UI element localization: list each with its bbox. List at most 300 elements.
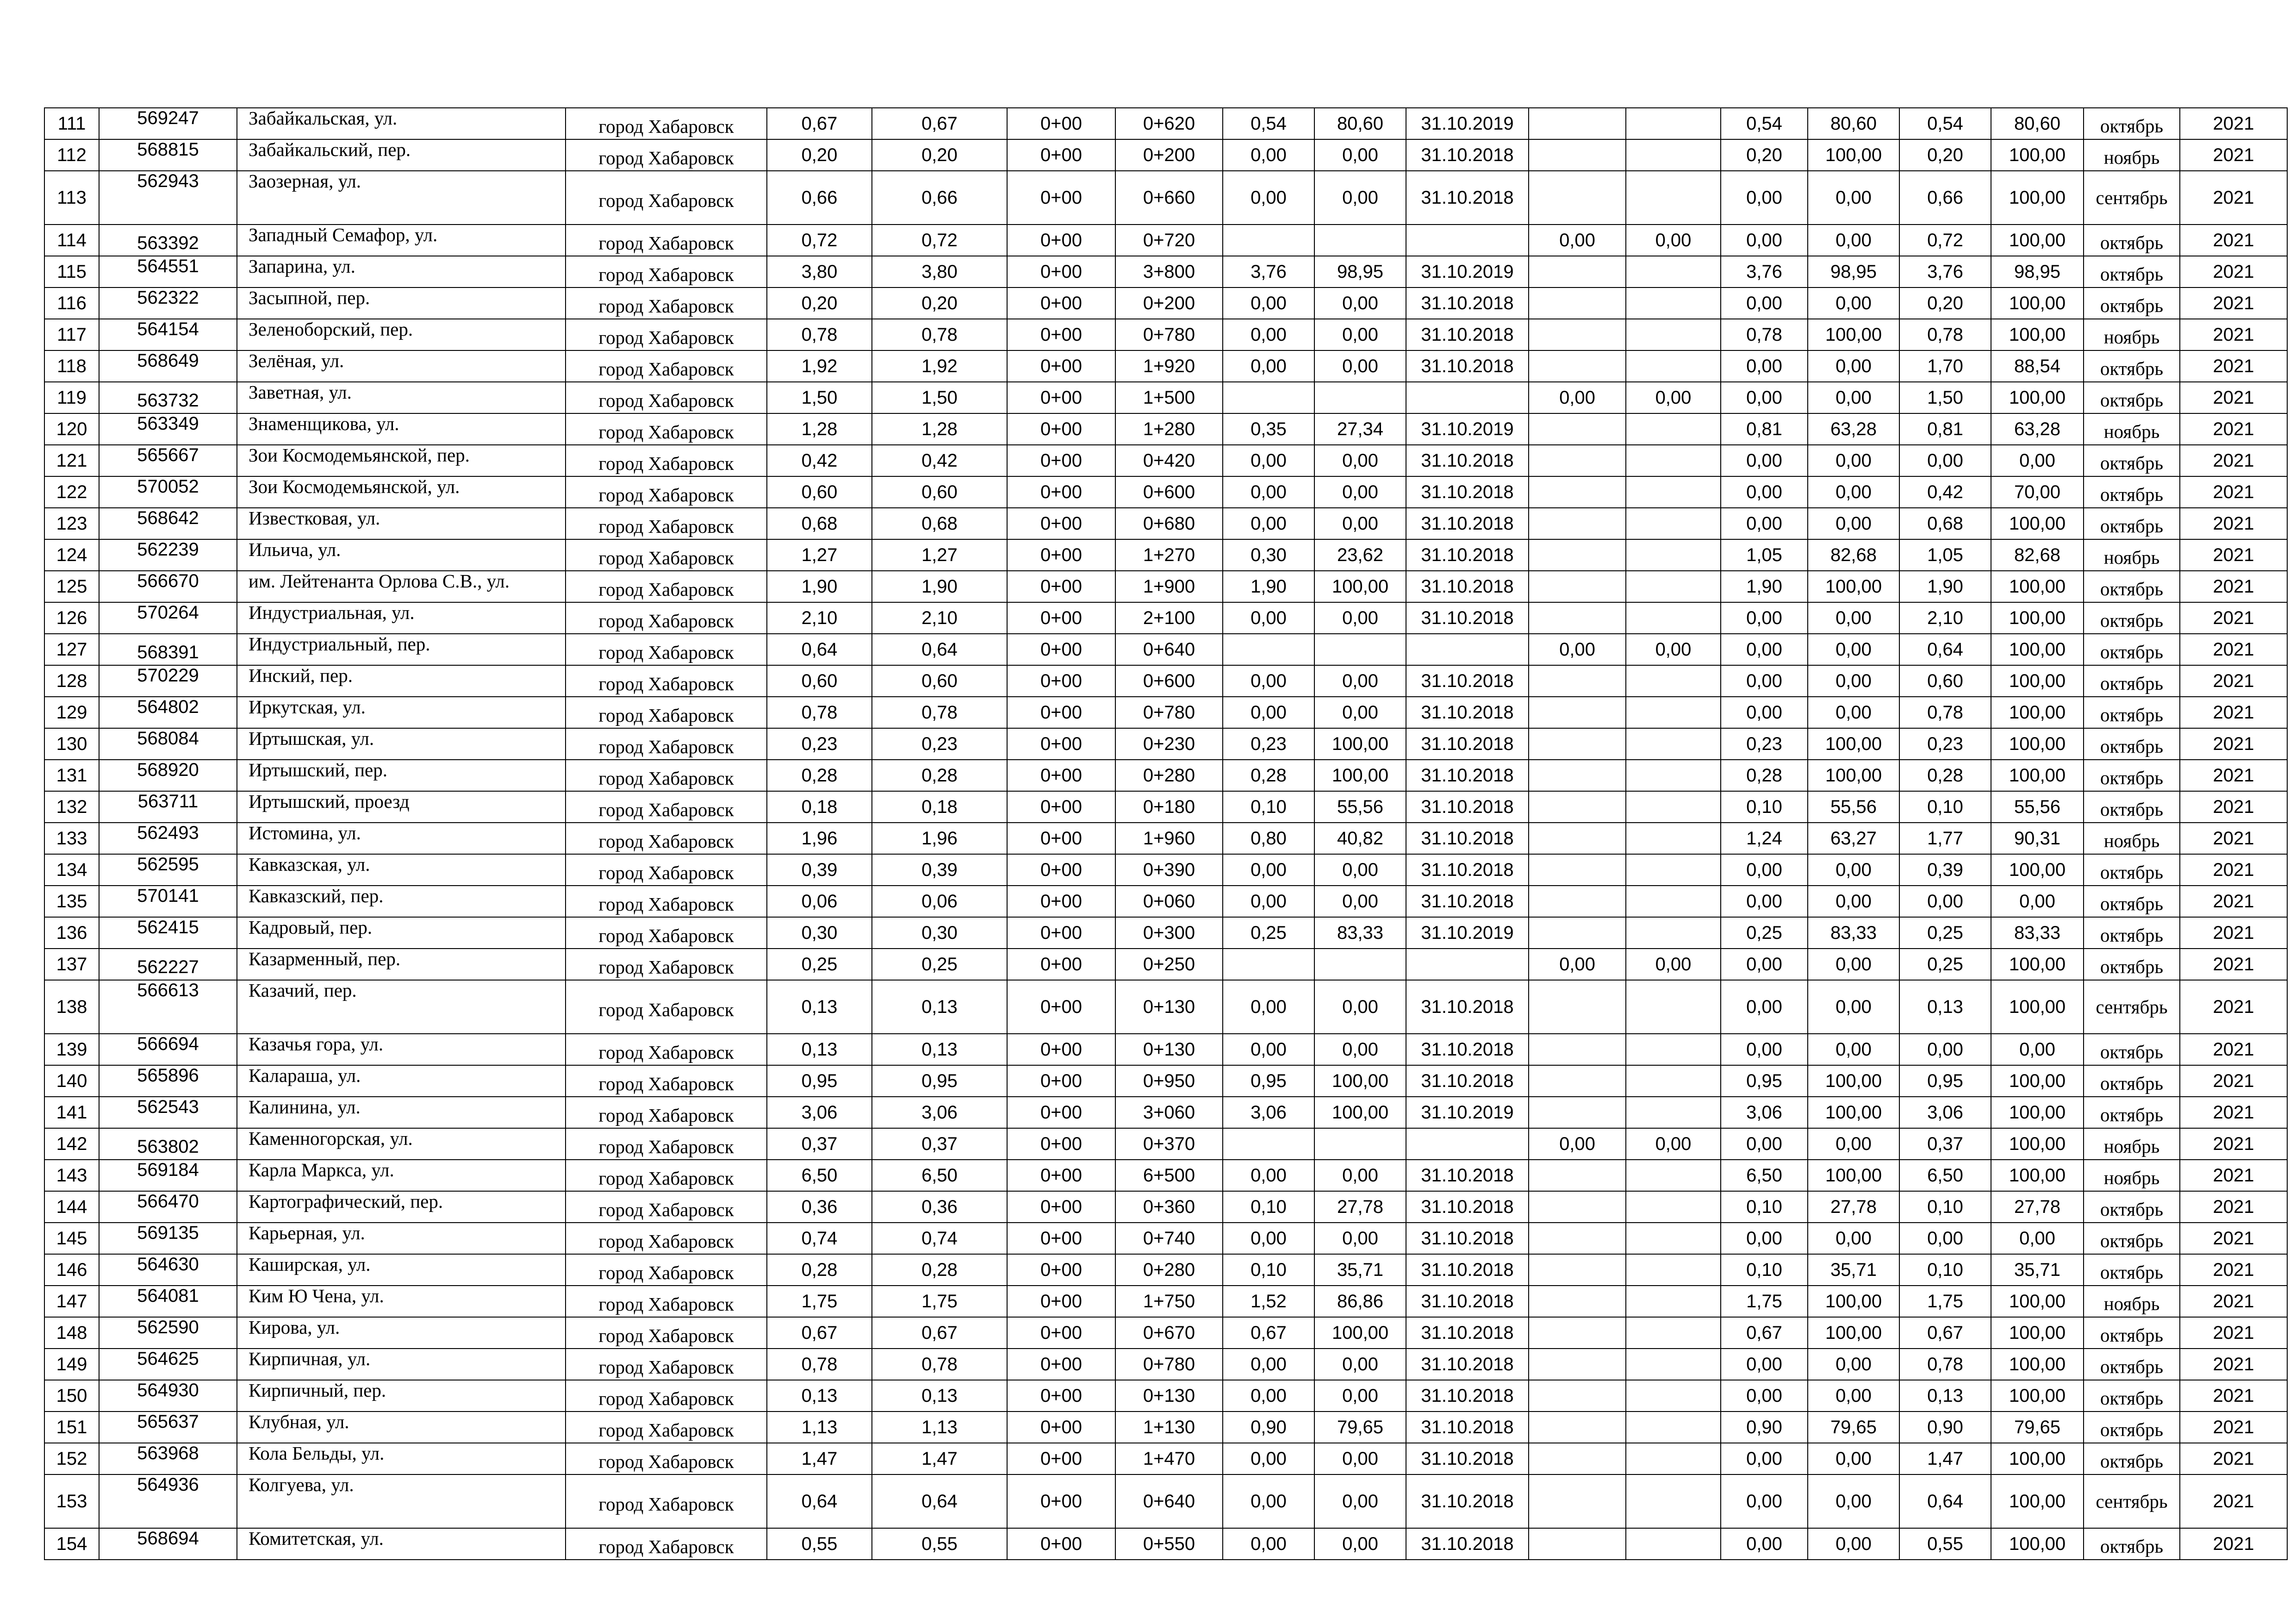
city-name: город Хабаровск (566, 760, 767, 791)
road-id: 569247 (99, 108, 237, 139)
km-end: 0+780 (1115, 697, 1223, 728)
length-total: 0,37 (767, 1128, 872, 1160)
length-normative: 1,47 (1899, 1443, 1991, 1474)
percent-planned (1626, 760, 1721, 791)
km-end: 0+720 (1115, 225, 1223, 256)
street-name: Колгуева, ул. (237, 1474, 566, 1528)
row-number: 124 (44, 539, 99, 571)
inspection-year: 2021 (2180, 171, 2287, 225)
percent-planned (1626, 139, 1721, 171)
table-row (44, 665, 2287, 697)
table-row (44, 760, 2287, 791)
percent-diagnosed: 100,00 (1808, 728, 1899, 760)
inspection-month: октябрь (2084, 382, 2180, 413)
inspection-month: ноябрь (2084, 1286, 2180, 1317)
percent-repaired: 100,00 (1314, 728, 1406, 760)
length-planned (1529, 171, 1626, 225)
length-normative: 0,10 (1899, 1254, 1991, 1286)
length-diagnosed: 0,90 (1721, 1412, 1808, 1443)
city-name: город Хабаровск (566, 1474, 767, 1528)
street-name: Ким Ю Чена, ул. (237, 1286, 566, 1317)
percent-normative: 27,78 (1991, 1191, 2084, 1223)
percent-normative: 100,00 (1991, 760, 2084, 791)
table-row (44, 476, 2287, 508)
length-diagnosed: 0,00 (1721, 602, 1808, 634)
percent-diagnosed: 82,68 (1808, 539, 1899, 571)
percent-diagnosed: 0,00 (1808, 949, 1899, 980)
city-name: город Хабаровск (566, 634, 767, 665)
length-total: 1,28 (767, 413, 872, 445)
length-accepted: 0,20 (872, 287, 1007, 319)
length-diagnosed: 0,10 (1721, 1191, 1808, 1223)
length-total: 2,10 (767, 602, 872, 634)
percent-repaired: 100,00 (1314, 1317, 1406, 1349)
road-id: 565667 (99, 445, 237, 476)
repair-date: 31.10.2018 (1406, 539, 1529, 571)
row-number: 131 (44, 760, 99, 791)
row-number: 152 (44, 1443, 99, 1474)
inspection-month: октябрь (2084, 791, 2180, 823)
percent-normative: 100,00 (1991, 1349, 2084, 1380)
inspection-year: 2021 (2180, 602, 2287, 634)
length-repaired: 0,00 (1223, 1223, 1314, 1254)
km-start: 0+00 (1007, 287, 1115, 319)
city-name: город Хабаровск (566, 571, 767, 602)
inspection-year: 2021 (2180, 886, 2287, 917)
percent-repaired: 100,00 (1314, 760, 1406, 791)
percent-repaired: 40,82 (1314, 823, 1406, 854)
road-id: 568815 (99, 139, 237, 171)
percent-normative: 100,00 (1991, 665, 2084, 697)
percent-normative: 80,60 (1991, 108, 2084, 139)
length-diagnosed: 0,00 (1721, 1380, 1808, 1412)
length-normative: 0,78 (1899, 319, 1991, 350)
km-start: 0+00 (1007, 1128, 1115, 1160)
length-total: 0,28 (767, 760, 872, 791)
km-end: 0+620 (1115, 108, 1223, 139)
length-normative: 1,90 (1899, 571, 1991, 602)
percent-repaired: 0,00 (1314, 697, 1406, 728)
percent-repaired: 0,00 (1314, 171, 1406, 225)
km-end: 0+640 (1115, 1474, 1223, 1528)
percent-planned (1626, 1223, 1721, 1254)
length-total: 0,06 (767, 886, 872, 917)
inspection-year: 2021 (2180, 1474, 2287, 1528)
inspection-month: октябрь (2084, 508, 2180, 539)
row-number: 119 (44, 382, 99, 413)
row-number: 146 (44, 1254, 99, 1286)
table-row (44, 171, 2287, 225)
percent-normative: 98,95 (1991, 256, 2084, 287)
km-start: 0+00 (1007, 980, 1115, 1034)
table-row (44, 823, 2287, 854)
table-row (44, 350, 2287, 382)
length-total: 0,23 (767, 728, 872, 760)
length-planned (1529, 1317, 1626, 1349)
table-row (44, 382, 2287, 413)
inspection-month: октябрь (2084, 1097, 2180, 1128)
length-planned: 0,00 (1529, 634, 1626, 665)
km-end: 0+130 (1115, 1380, 1223, 1412)
length-accepted: 0,25 (872, 949, 1007, 980)
km-start: 0+00 (1007, 1160, 1115, 1191)
inspection-month: октябрь (2084, 571, 2180, 602)
length-normative: 1,05 (1899, 539, 1991, 571)
inspection-year: 2021 (2180, 1034, 2287, 1065)
length-repaired: 0,25 (1223, 917, 1314, 949)
percent-repaired: 86,86 (1314, 1286, 1406, 1317)
length-repaired: 0,00 (1223, 350, 1314, 382)
percent-planned (1626, 319, 1721, 350)
city-name: город Хабаровск (566, 791, 767, 823)
length-normative: 6,50 (1899, 1160, 1991, 1191)
table-row (44, 949, 2287, 980)
repair-date: 31.10.2018 (1406, 1349, 1529, 1380)
city-name: город Хабаровск (566, 1097, 767, 1128)
inspection-year: 2021 (2180, 319, 2287, 350)
repair-date: 31.10.2019 (1406, 108, 1529, 139)
inspection-year: 2021 (2180, 413, 2287, 445)
length-planned (1529, 1286, 1626, 1317)
length-repaired (1223, 1128, 1314, 1160)
length-total: 0,13 (767, 1380, 872, 1412)
length-planned: 0,00 (1529, 225, 1626, 256)
length-repaired: 0,00 (1223, 886, 1314, 917)
km-start: 0+00 (1007, 1097, 1115, 1128)
percent-normative: 90,31 (1991, 823, 2084, 854)
km-end: 0+300 (1115, 917, 1223, 949)
repair-date: 31.10.2018 (1406, 1191, 1529, 1223)
row-number: 142 (44, 1128, 99, 1160)
length-diagnosed: 0,00 (1721, 1349, 1808, 1380)
length-normative: 0,00 (1899, 1223, 1991, 1254)
percent-diagnosed: 100,00 (1808, 1317, 1899, 1349)
percent-diagnosed: 100,00 (1808, 1097, 1899, 1128)
length-diagnosed: 0,00 (1721, 697, 1808, 728)
length-normative: 0,78 (1899, 1349, 1991, 1380)
length-planned (1529, 886, 1626, 917)
length-diagnosed: 0,00 (1721, 1128, 1808, 1160)
percent-repaired (1314, 634, 1406, 665)
table-row (44, 1317, 2287, 1349)
length-repaired: 0,00 (1223, 1380, 1314, 1412)
inspection-year: 2021 (2180, 1191, 2287, 1223)
percent-repaired: 0,00 (1314, 1443, 1406, 1474)
percent-normative: 100,00 (1991, 1065, 2084, 1097)
km-end: 0+280 (1115, 1254, 1223, 1286)
row-number: 126 (44, 602, 99, 634)
km-start: 0+00 (1007, 1254, 1115, 1286)
city-name: город Хабаровск (566, 108, 767, 139)
inspection-year: 2021 (2180, 980, 2287, 1034)
km-start: 0+00 (1007, 1223, 1115, 1254)
table-row (44, 108, 2287, 139)
repair-date: 31.10.2019 (1406, 1097, 1529, 1128)
street-name: Комитетская, ул. (237, 1528, 566, 1560)
street-name: Засыпной, пер. (237, 287, 566, 319)
table-row (44, 1286, 2287, 1317)
road-id: 564802 (99, 697, 237, 728)
row-number: 116 (44, 287, 99, 319)
inspection-year: 2021 (2180, 1097, 2287, 1128)
percent-diagnosed: 100,00 (1808, 571, 1899, 602)
table-row (44, 1380, 2287, 1412)
row-number: 113 (44, 171, 99, 225)
length-normative: 0,95 (1899, 1065, 1991, 1097)
inspection-month: октябрь (2084, 1065, 2180, 1097)
road-id: 562595 (99, 854, 237, 886)
length-planned (1529, 728, 1626, 760)
road-id: 564936 (99, 1474, 237, 1528)
repair-date: 31.10.2018 (1406, 1443, 1529, 1474)
inspection-month: октябрь (2084, 854, 2180, 886)
inspection-month: сентябрь (2084, 171, 2180, 225)
inspection-year: 2021 (2180, 854, 2287, 886)
percent-planned: 0,00 (1626, 634, 1721, 665)
length-total: 0,95 (767, 1065, 872, 1097)
length-total: 0,13 (767, 1034, 872, 1065)
percent-normative: 0,00 (1991, 445, 2084, 476)
km-start: 0+00 (1007, 602, 1115, 634)
road-id: 562239 (99, 539, 237, 571)
km-start: 0+00 (1007, 108, 1115, 139)
percent-repaired: 55,56 (1314, 791, 1406, 823)
repair-date (1406, 382, 1529, 413)
city-name: город Хабаровск (566, 854, 767, 886)
length-accepted: 1,47 (872, 1443, 1007, 1474)
road-id: 568694 (99, 1528, 237, 1560)
roads-table (44, 107, 2288, 1560)
length-repaired: 0,00 (1223, 665, 1314, 697)
length-planned (1529, 1412, 1626, 1443)
length-repaired: 0,00 (1223, 980, 1314, 1034)
km-end: 1+920 (1115, 350, 1223, 382)
row-number: 125 (44, 571, 99, 602)
road-id: 562590 (99, 1317, 237, 1349)
table-row (44, 1065, 2287, 1097)
inspection-month: ноябрь (2084, 539, 2180, 571)
percent-diagnosed: 0,00 (1808, 476, 1899, 508)
street-name: Забайкальская, ул. (237, 108, 566, 139)
length-repaired (1223, 949, 1314, 980)
repair-date: 31.10.2019 (1406, 413, 1529, 445)
length-diagnosed: 3,06 (1721, 1097, 1808, 1128)
repair-date: 31.10.2018 (1406, 1528, 1529, 1560)
inspection-year: 2021 (2180, 1128, 2287, 1160)
city-name: город Хабаровск (566, 1380, 767, 1412)
row-number: 132 (44, 791, 99, 823)
road-id: 562543 (99, 1097, 237, 1128)
table-row (44, 917, 2287, 949)
km-start: 0+00 (1007, 697, 1115, 728)
percent-repaired: 0,00 (1314, 476, 1406, 508)
percent-planned (1626, 1317, 1721, 1349)
repair-date: 31.10.2018 (1406, 791, 1529, 823)
length-normative: 0,64 (1899, 1474, 1991, 1528)
percent-repaired: 0,00 (1314, 854, 1406, 886)
length-planned (1529, 980, 1626, 1034)
km-start: 0+00 (1007, 1443, 1115, 1474)
length-normative: 1,50 (1899, 382, 1991, 413)
inspection-month: октябрь (2084, 1528, 2180, 1560)
city-name: город Хабаровск (566, 1223, 767, 1254)
length-normative: 0,20 (1899, 287, 1991, 319)
percent-normative: 100,00 (1991, 171, 2084, 225)
road-id: 564625 (99, 1349, 237, 1380)
inspection-year: 2021 (2180, 1160, 2287, 1191)
km-end: 0+280 (1115, 760, 1223, 791)
inspection-year: 2021 (2180, 949, 2287, 980)
inspection-year: 2021 (2180, 225, 2287, 256)
percent-diagnosed: 0,00 (1808, 1223, 1899, 1254)
length-accepted: 0,95 (872, 1065, 1007, 1097)
length-planned (1529, 791, 1626, 823)
street-name: Клубная, ул. (237, 1412, 566, 1443)
km-start: 0+00 (1007, 571, 1115, 602)
percent-planned (1626, 256, 1721, 287)
length-repaired: 0,00 (1223, 1474, 1314, 1528)
km-end: 1+500 (1115, 382, 1223, 413)
road-id: 566694 (99, 1034, 237, 1065)
km-end: 1+900 (1115, 571, 1223, 602)
street-name: Кавказский, пер. (237, 886, 566, 917)
inspection-year: 2021 (2180, 476, 2287, 508)
length-total: 0,18 (767, 791, 872, 823)
length-planned (1529, 508, 1626, 539)
length-diagnosed: 0,00 (1721, 171, 1808, 225)
percent-repaired: 0,00 (1314, 886, 1406, 917)
percent-diagnosed: 0,00 (1808, 854, 1899, 886)
length-accepted: 0,42 (872, 445, 1007, 476)
percent-diagnosed: 0,00 (1808, 634, 1899, 665)
length-accepted: 1,75 (872, 1286, 1007, 1317)
km-end: 0+200 (1115, 287, 1223, 319)
percent-planned (1626, 539, 1721, 571)
percent-repaired: 100,00 (1314, 571, 1406, 602)
length-total: 0,68 (767, 508, 872, 539)
length-planned (1529, 108, 1626, 139)
percent-normative: 100,00 (1991, 319, 2084, 350)
street-name: Казарменный, пер. (237, 949, 566, 980)
percent-planned (1626, 1160, 1721, 1191)
road-id: 563802 (99, 1128, 237, 1160)
length-diagnosed: 0,00 (1721, 1223, 1808, 1254)
inspection-month: октябрь (2084, 949, 2180, 980)
repair-date: 31.10.2018 (1406, 854, 1529, 886)
street-name: Западный Семафор, ул. (237, 225, 566, 256)
length-accepted: 0,06 (872, 886, 1007, 917)
km-start: 0+00 (1007, 413, 1115, 445)
length-normative: 0,10 (1899, 791, 1991, 823)
road-id: 563349 (99, 413, 237, 445)
road-id: 562322 (99, 287, 237, 319)
length-normative: 0,90 (1899, 1412, 1991, 1443)
repair-date: 31.10.2018 (1406, 476, 1529, 508)
percent-planned (1626, 1474, 1721, 1528)
repair-date: 31.10.2018 (1406, 886, 1529, 917)
row-number: 117 (44, 319, 99, 350)
street-name: Кавказская, ул. (237, 854, 566, 886)
row-number: 135 (44, 886, 99, 917)
length-total: 0,13 (767, 980, 872, 1034)
length-diagnosed: 0,00 (1721, 980, 1808, 1034)
street-name: Запарина, ул. (237, 256, 566, 287)
inspection-year: 2021 (2180, 1349, 2287, 1380)
length-planned (1529, 917, 1626, 949)
length-diagnosed: 0,95 (1721, 1065, 1808, 1097)
length-planned (1529, 413, 1626, 445)
inspection-year: 2021 (2180, 571, 2287, 602)
percent-normative: 100,00 (1991, 854, 2084, 886)
repair-date: 31.10.2018 (1406, 697, 1529, 728)
length-accepted: 0,60 (872, 665, 1007, 697)
length-accepted: 0,13 (872, 1380, 1007, 1412)
length-planned (1529, 1034, 1626, 1065)
inspection-month: октябрь (2084, 1349, 2180, 1380)
length-repaired: 0,00 (1223, 445, 1314, 476)
percent-planned (1626, 886, 1721, 917)
percent-planned (1626, 697, 1721, 728)
km-end: 1+270 (1115, 539, 1223, 571)
street-name: Ильича, ул. (237, 539, 566, 571)
percent-diagnosed: 0,00 (1808, 382, 1899, 413)
city-name: город Хабаровск (566, 319, 767, 350)
length-planned: 0,00 (1529, 949, 1626, 980)
length-diagnosed: 0,78 (1721, 319, 1808, 350)
length-diagnosed: 0,23 (1721, 728, 1808, 760)
percent-diagnosed: 63,27 (1808, 823, 1899, 854)
road-id: 570141 (99, 886, 237, 917)
city-name: город Хабаровск (566, 508, 767, 539)
city-name: город Хабаровск (566, 256, 767, 287)
km-end: 1+470 (1115, 1443, 1223, 1474)
length-normative: 1,77 (1899, 823, 1991, 854)
table-row (44, 1223, 2287, 1254)
percent-diagnosed: 100,00 (1808, 1286, 1899, 1317)
length-repaired: 0,10 (1223, 1254, 1314, 1286)
length-repaired: 0,00 (1223, 476, 1314, 508)
table-row (44, 1474, 2287, 1528)
row-number: 133 (44, 823, 99, 854)
inspection-month: октябрь (2084, 256, 2180, 287)
km-start: 0+00 (1007, 1474, 1115, 1528)
repair-date (1406, 1128, 1529, 1160)
percent-planned (1626, 980, 1721, 1034)
length-repaired: 0,00 (1223, 287, 1314, 319)
percent-repaired: 0,00 (1314, 1160, 1406, 1191)
inspection-year: 2021 (2180, 1380, 2287, 1412)
length-accepted: 1,27 (872, 539, 1007, 571)
city-name: город Хабаровск (566, 823, 767, 854)
percent-diagnosed: 0,00 (1808, 350, 1899, 382)
length-repaired: 0,10 (1223, 1191, 1314, 1223)
repair-date: 31.10.2018 (1406, 1065, 1529, 1097)
length-repaired (1223, 634, 1314, 665)
percent-diagnosed: 79,65 (1808, 1412, 1899, 1443)
km-end: 0+780 (1115, 1349, 1223, 1380)
length-planned (1529, 602, 1626, 634)
table-body (44, 108, 2287, 1560)
length-diagnosed: 0,00 (1721, 350, 1808, 382)
inspection-year: 2021 (2180, 256, 2287, 287)
percent-diagnosed: 0,00 (1808, 980, 1899, 1034)
percent-diagnosed: 0,00 (1808, 1443, 1899, 1474)
road-id: 562227 (99, 949, 237, 980)
length-diagnosed: 1,24 (1721, 823, 1808, 854)
length-repaired: 0,28 (1223, 760, 1314, 791)
table-row (44, 886, 2287, 917)
percent-planned (1626, 445, 1721, 476)
